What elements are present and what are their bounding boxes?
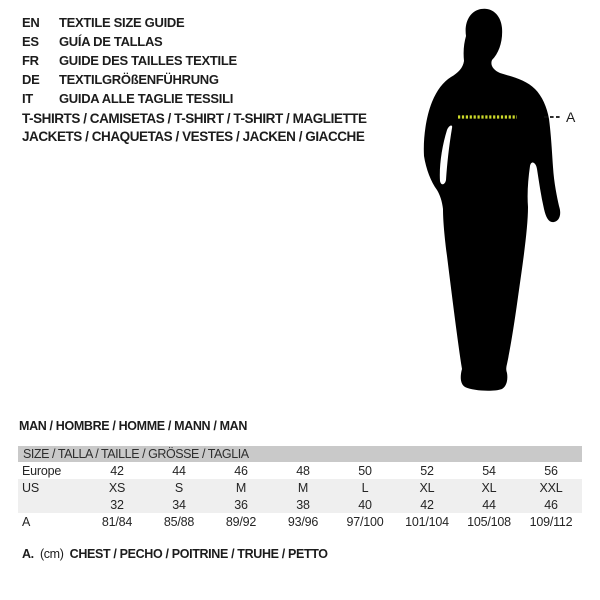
language-label: GUÍA DE TALLAS	[59, 34, 163, 49]
size-value: 81/84	[101, 514, 133, 529]
size-value: XL	[481, 480, 497, 495]
language-row-en	[22, 13, 237, 32]
section-heading-man: MAN / HOMBRE / HOMME / MANN / MAN	[19, 419, 248, 433]
garment-categories	[22, 110, 367, 146]
size-value: 97/100	[346, 514, 384, 529]
size-value: L	[361, 480, 369, 495]
size-value: 40	[358, 497, 372, 512]
size-value: 44	[482, 497, 496, 512]
language-code: IT	[22, 91, 33, 106]
size-value: 56	[544, 463, 558, 478]
size-table-header: SIZE / TALLA / TAILLE / GRÖSSE / TAGLIA	[18, 446, 582, 462]
language-label: GUIDA ALLE TAGLIE TESSILI	[59, 91, 234, 106]
size-value: XXL	[539, 480, 563, 495]
measure-label-a: A	[566, 109, 576, 125]
man-figure	[405, 0, 600, 400]
size-value: 42	[110, 463, 124, 478]
language-row-es	[22, 32, 237, 51]
footnote-prefix: A.	[22, 547, 34, 561]
language-row-it	[22, 89, 237, 108]
language-guide-list	[22, 13, 237, 108]
language-row-fr	[22, 51, 237, 70]
size-value: 46	[234, 463, 248, 478]
language-label: GUIDE DES TAILLES TEXTILE	[59, 53, 237, 68]
row-label: US	[22, 480, 39, 495]
size-value: XS	[108, 480, 126, 495]
size-value: 32	[110, 497, 124, 512]
table-row-chest-a	[18, 513, 582, 530]
size-value: 42	[420, 497, 434, 512]
size-value: 52	[420, 463, 434, 478]
size-value: 50	[358, 463, 372, 478]
language-label: TEXTILE SIZE GUIDE	[59, 15, 185, 30]
size-value: 89/92	[225, 514, 257, 529]
language-code: ES	[22, 34, 39, 49]
size-value: 105/108	[467, 514, 511, 529]
size-value: 38	[296, 497, 310, 512]
size-value: M	[297, 480, 309, 495]
language-code: DE	[22, 72, 40, 87]
table-row-us	[18, 479, 582, 496]
man-silhouette	[424, 9, 560, 391]
language-code: FR	[22, 53, 39, 68]
size-value: XL	[419, 480, 435, 495]
table-row-europe	[18, 462, 582, 479]
size-value: 46	[544, 497, 558, 512]
language-code: EN	[22, 15, 40, 30]
footnote-text: CHEST / PECHO / POITRINE / TRUHE / PETTO	[69, 547, 328, 561]
table-row-uk	[18, 496, 582, 513]
size-value: 54	[482, 463, 496, 478]
size-value: 101/104	[405, 514, 449, 529]
size-value: S	[174, 480, 184, 495]
size-value: 93/96	[287, 514, 319, 529]
size-table	[18, 446, 582, 530]
measurement-footnote	[22, 547, 328, 561]
size-value: 85/88	[163, 514, 195, 529]
category-tshirts: T-SHIRTS / CAMISETAS / T-SHIRT / T-SHIRT / MAGLIETTE	[22, 111, 367, 126]
size-value: 48	[296, 463, 310, 478]
language-row-de	[22, 70, 237, 89]
row-label: Europe	[22, 463, 62, 478]
category-jackets: JACKETS / CHAQUETAS / VESTES / JACKEN / GIACCHE	[22, 129, 365, 144]
language-label: TEXTILGRÖßENFÜHRUNG	[59, 72, 219, 87]
size-value: 109/112	[529, 514, 573, 529]
size-value: 36	[234, 497, 248, 512]
row-label: A	[22, 514, 31, 529]
size-value: 44	[172, 463, 186, 478]
size-value: M	[235, 480, 247, 495]
footnote-unit: (cm)	[39, 547, 64, 561]
size-value: 34	[172, 497, 186, 512]
